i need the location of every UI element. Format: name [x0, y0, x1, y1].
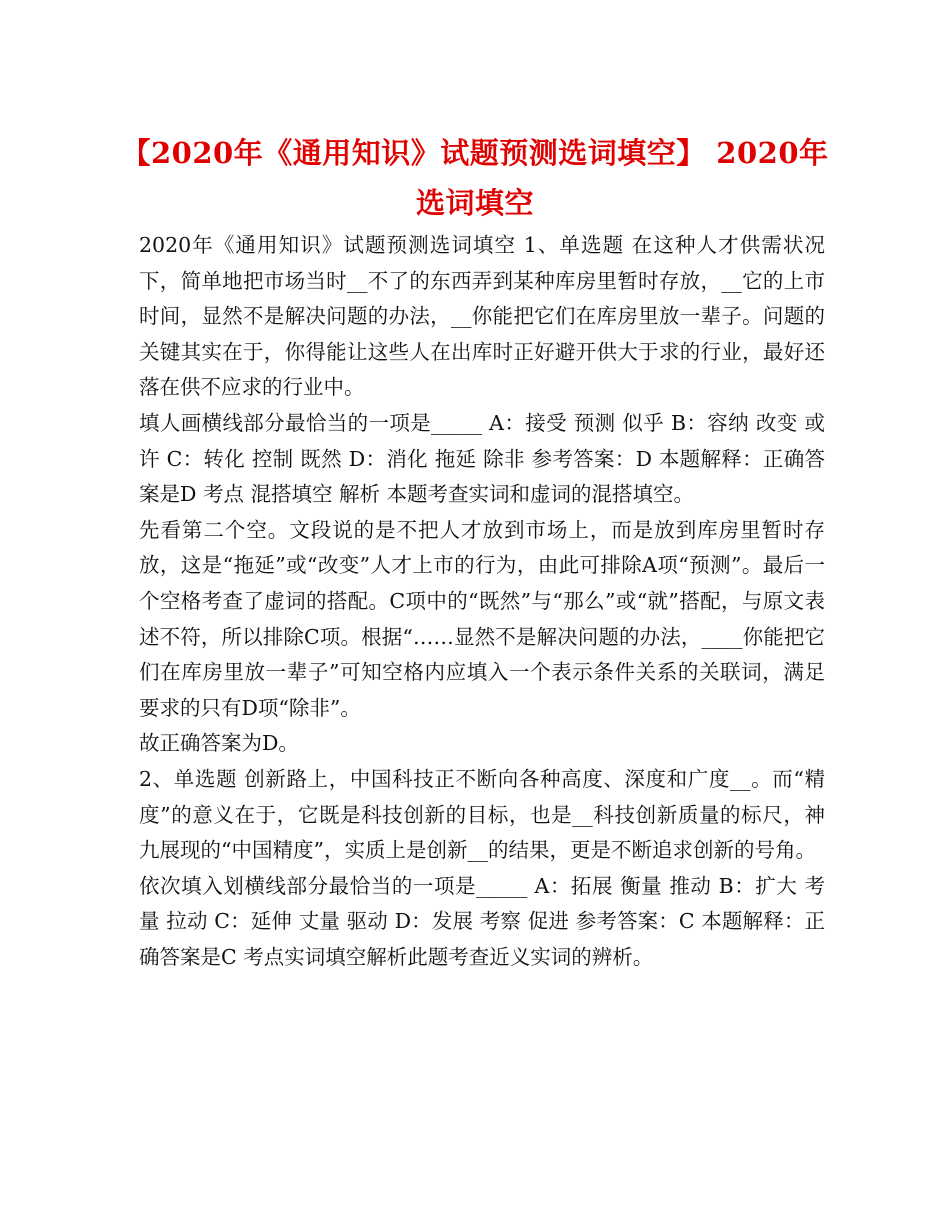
paragraph-question-2: 2、单选题 创新路上，中国科技正不断向各种高度、深度和广度__。而“精度”的意义在于，它既是科技创新的目标，也是__科技创新质量的标尺，神九展现的“中国精度”，实质上是创新__的结果，更是不断追求创新的号角。	[139, 766, 825, 863]
paragraph-question-1: 2020年《通用知识》试题预测选词填空 1、单选题 在这种人才供需状况下，简单地把市场当时__不了的东西弄到某种库房里暂时存放，__它的上市时间，显然不是解决问题的办法，__你能把它们在库房里放一辈子。问题的关键其实在于，你得能让这些人在出库时正好避开供大于求的行业，最好还落在供不应求的行业中。	[139, 233, 825, 400]
document-body	[139, 228, 825, 975]
paragraph-answer-2: 依次填入划横线部分最恰当的一项是_____ A：拓展 衡量 推动 B：扩大 考量 拉动 C：延伸 丈量 驱动 D：发展 考察 促进 参考答案：C 本题解释：正确答案是C 考点实词填空解析此题考查近义实词的辨析。	[139, 873, 825, 969]
paragraph-answer-1: 填人画横线部分最恰当的一项是_____ A：接受 预测 似乎 B：容纳 改变 或许 C：转化 控制 既然 D：消化 拖延 除非 参考答案：D 本题解释：正确答案是D 考点 混搭填空 解析 本题考查实词和虚词的混搭填空。	[139, 410, 825, 507]
paragraph-conclusion-1: 故正确答案为D。	[139, 731, 299, 756]
paragraph-explanation-1: 先看第二个空。文段说的是不把人才放到市场上，而是放到库房里暂时存放，这是“拖延”或“改变”人才上市的行为，由此可排除A项“预测”。最后一个空格考查了虚词的搭配。C项中的“既然”与“那么”或“就”搭配，与原文表述不符，所以排除C项。根据“……显然不是解决问题的办法，____你能把它们在库房里放一辈子”可知空格内应填入一个表示条件关系的关联词，满足要求的只有D项“除非”。	[139, 517, 825, 720]
document-title: 【2020年《通用知识》试题预测选词填空】 2020年选词填空	[121, 136, 829, 220]
